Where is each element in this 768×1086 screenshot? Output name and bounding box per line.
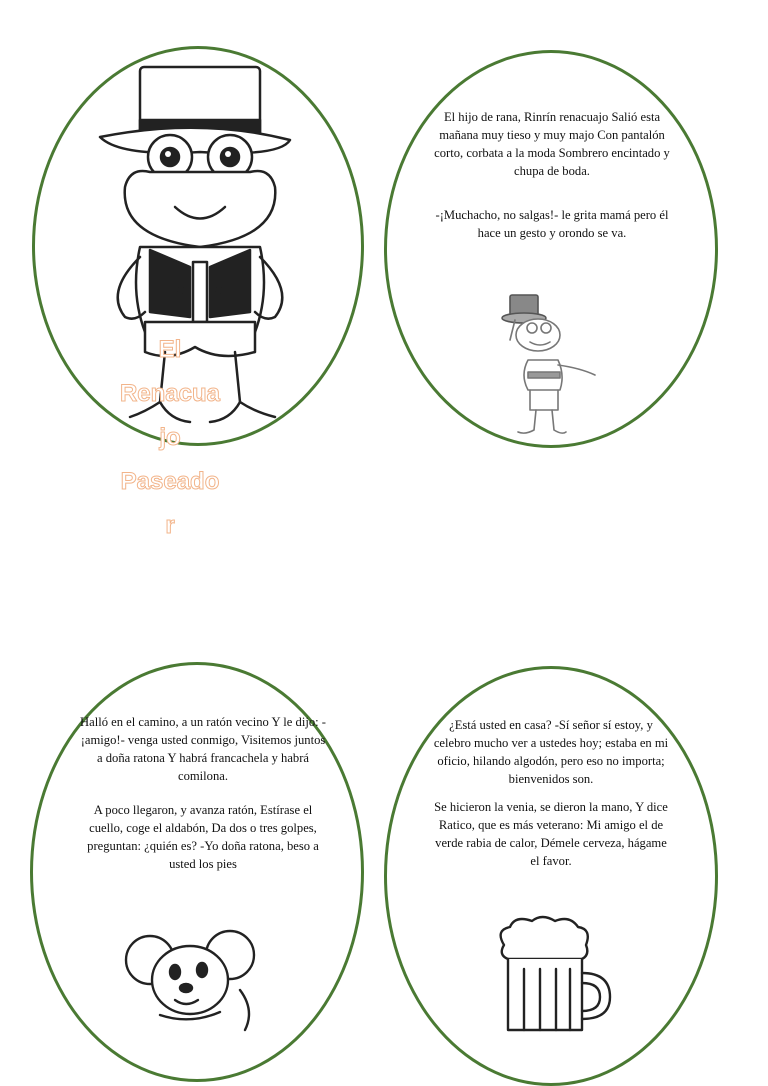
page-2-story-text (432, 108, 672, 242)
title-line-1: El (158, 336, 182, 363)
title-line-3: jo (159, 424, 181, 451)
page-3-story-text (80, 713, 326, 873)
beer-mug-illustration (490, 915, 615, 1030)
frog-tipping-hat-illustration (500, 290, 610, 440)
page-4-paragraph-1: ¿Está usted en casa? -Sí señor sí estoy, y celebro mucho ver a ustedes hoy; estaba en mi oficio, hilando algodón, pero eso no importa; bienvenidos son. (433, 718, 669, 786)
page-3-paragraph-1: Halló en el camino, a un ratón vecino Y le dijo: -¡amigo!- venga usted conmigo, Visitemos juntos a doña ratona Y habrá francachela y habrá comilona. (80, 715, 326, 783)
title-line-4: Paseado (120, 468, 220, 495)
page-3-paragraph-2: A poco llegaron, y avanza ratón, Estírase el cuello, coge el aldabón, Da dos o tres golpes, preguntan: ¿quién es? -Yo doña ratona, beso a usted los pies (87, 803, 319, 871)
page-4-story-text (430, 716, 672, 870)
page-2-paragraph-2: -¡Muchacho, no salgas!- le grita mamá pero él hace un gesto y orondo se va. (435, 208, 669, 240)
mouse-illustration (120, 920, 260, 1030)
title-line-5: r (165, 512, 175, 539)
page-2-paragraph-1: El hijo de rana, Rinrín renacuajo Salió esta mañana muy tieso y muy majo Con pantalón corto, corbata a la moda Sombrero encintado y chupa de boda. (434, 110, 670, 178)
book-title (95, 328, 245, 548)
title-line-2: Renacua (119, 380, 221, 407)
page-4-paragraph-2: Se hicieron la venia, se dieron la mano, Y dice Ratico, que es más veterano: Mi amigo el de verde rabia de calor, Démele cerveza, hágame el favor. (434, 800, 668, 868)
